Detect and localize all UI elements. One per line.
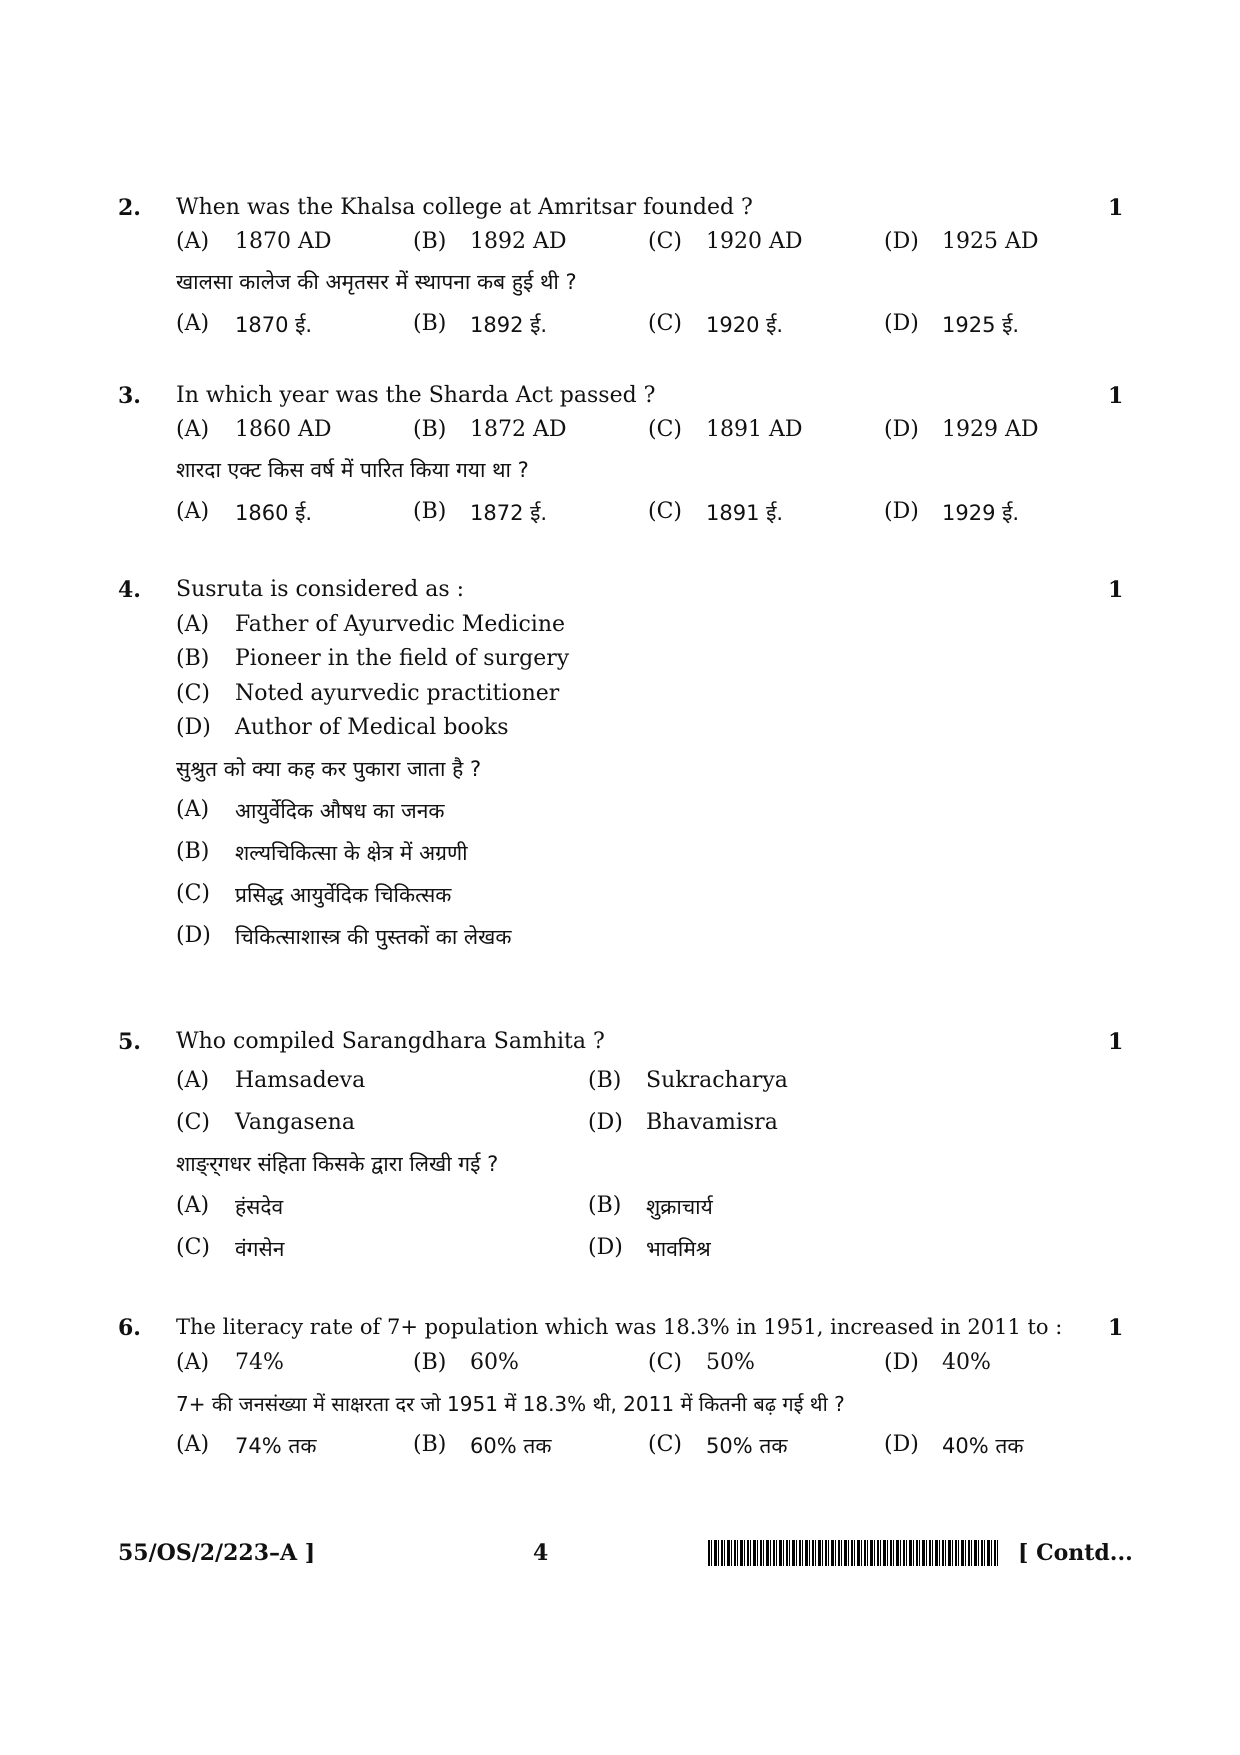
option-text: 1920 ई. <box>706 313 784 337</box>
option-text: Bhavamisra <box>646 1110 778 1135</box>
continued-label: [ Contd... <box>1018 1540 1133 1566</box>
question-marks: 1 <box>1108 383 1124 409</box>
option-text: 50% तक <box>706 1434 788 1458</box>
option-label: (C) <box>648 417 682 442</box>
option-label: (B) <box>588 1193 622 1218</box>
option-text: Father of Ayurvedic Medicine <box>235 612 566 637</box>
option-text: आयुर्वेदिक औषध का जनक <box>235 799 445 823</box>
option-label: (C) <box>648 1350 682 1375</box>
option-text: 1892 ई. <box>470 313 548 337</box>
question-text-hi: खालसा कालेज की अमृतसर में स्थापना कब हुई थी ? <box>176 270 577 294</box>
option-label: (C) <box>176 1235 210 1260</box>
option-text: चिकित्साशास्त्र की पुस्तकों का लेखक <box>235 925 512 949</box>
option-text: Author of Medical books <box>235 715 509 740</box>
option-text: Noted ayurvedic practitioner <box>235 681 560 706</box>
option-label: (D) <box>588 1110 623 1135</box>
question-text-en: Who compiled Sarangdhara Samhita ? <box>176 1029 605 1054</box>
option-label: (A) <box>176 229 210 254</box>
question-text-en: Susruta is considered as : <box>176 577 465 602</box>
option-text: 1870 AD <box>235 229 332 254</box>
option-text: 1860 ई. <box>235 501 313 525</box>
option-text: 1860 AD <box>235 417 332 442</box>
option-label: (A) <box>176 417 210 442</box>
option-text: 40% <box>942 1350 991 1375</box>
option-label: (C) <box>648 229 682 254</box>
option-label: (C) <box>176 881 210 906</box>
option-label: (C) <box>176 1110 210 1135</box>
option-label: (D) <box>884 311 919 336</box>
option-label: (D) <box>176 923 211 948</box>
question-text-hi: शारदा एक्ट किस वर्ष में पारित किया गया था ? <box>176 458 529 482</box>
option-text: Hamsadeva <box>235 1068 366 1093</box>
option-text: 1872 AD <box>470 417 567 442</box>
question-text-en: In which year was the Sharda Act passed ? <box>176 383 656 408</box>
option-label: (B) <box>413 1432 447 1457</box>
option-text: शुक्राचार्य <box>646 1195 713 1219</box>
option-text: शल्यचिकित्सा के क्षेत्र में अग्रणी <box>235 841 468 865</box>
option-text: भावमिश्र <box>646 1237 711 1261</box>
option-label: (A) <box>176 1193 210 1218</box>
option-label: (D) <box>176 715 211 740</box>
question-marks: 1 <box>1108 1315 1124 1341</box>
option-label: (A) <box>176 612 210 637</box>
question-marks: 1 <box>1108 195 1124 221</box>
option-label: (A) <box>176 499 210 524</box>
option-label: (D) <box>884 499 919 524</box>
option-label: (B) <box>413 311 447 336</box>
option-label: (B) <box>413 1350 447 1375</box>
option-label: (B) <box>176 646 210 671</box>
option-label: (A) <box>176 797 210 822</box>
option-label: (B) <box>413 499 447 524</box>
option-label: (B) <box>413 417 447 442</box>
option-text: 74% तक <box>235 1434 317 1458</box>
question-text-hi: सुश्रुत को क्या कह कर पुकारा जाता है ? <box>176 757 482 781</box>
option-text: Pioneer in the field of surgery <box>235 646 570 671</box>
option-label: (A) <box>176 1350 210 1375</box>
option-text: वंगसेन <box>235 1237 285 1261</box>
option-text: Sukracharya <box>646 1068 788 1093</box>
option-label: (A) <box>176 311 210 336</box>
option-text: 1925 ई. <box>942 313 1020 337</box>
option-text: Vangasena <box>235 1110 355 1135</box>
option-label: (B) <box>413 229 447 254</box>
option-label: (A) <box>176 1068 210 1093</box>
option-text: 1892 AD <box>470 229 567 254</box>
option-label: (D) <box>884 1432 919 1457</box>
option-text: 1870 ई. <box>235 313 313 337</box>
question-marks: 1 <box>1108 577 1124 603</box>
option-text: हंसदेव <box>235 1195 284 1219</box>
option-label: (B) <box>176 839 210 864</box>
question-number: 3. <box>118 383 141 409</box>
question-marks: 1 <box>1108 1029 1124 1055</box>
option-text: 1920 AD <box>706 229 803 254</box>
option-label: (D) <box>884 417 919 442</box>
option-label: (C) <box>176 681 210 706</box>
page-footer <box>0 1538 1240 1578</box>
page-number: 4 <box>533 1540 549 1566</box>
option-label: (C) <box>648 499 682 524</box>
barcode <box>708 1540 998 1566</box>
option-text: 1929 ई. <box>942 501 1020 525</box>
question-text-en: When was the Khalsa college at Amritsar founded ? <box>176 195 753 220</box>
option-text: 40% तक <box>942 1434 1024 1458</box>
option-text: 1929 AD <box>942 417 1039 442</box>
option-label: (B) <box>588 1068 622 1093</box>
question-number: 4. <box>118 577 141 603</box>
option-label: (C) <box>648 1432 682 1457</box>
option-label: (A) <box>176 1432 210 1457</box>
option-label: (D) <box>884 1350 919 1375</box>
question-number: 5. <box>118 1029 141 1055</box>
option-text: 60% <box>470 1350 519 1375</box>
question-number: 2. <box>118 195 141 221</box>
question-text-hi: 7+ की जनसंख्या में साक्षरता दर जो 1951 में 18.3% थी, 2011 में कितनी बढ़ गई थी ? <box>176 1392 845 1416</box>
option-label: (C) <box>648 311 682 336</box>
option-text: 60% तक <box>470 1434 552 1458</box>
option-text: 74% <box>235 1350 284 1375</box>
question-number: 6. <box>118 1315 141 1341</box>
option-label: (D) <box>884 229 919 254</box>
option-text: 50% <box>706 1350 755 1375</box>
paper-code: 55/OS/2/223–A ] <box>118 1540 316 1566</box>
question-text-en: The literacy rate of 7+ population which was 18.3% in 1951, increased in 2011 to : <box>176 1315 1063 1339</box>
question-text-hi: शाङ्‍र्गधर संहिता किसके द्वारा लिखी गई ? <box>176 1152 499 1176</box>
option-text: 1891 AD <box>706 417 803 442</box>
option-text: 1872 ई. <box>470 501 548 525</box>
option-text: 1891 ई. <box>706 501 784 525</box>
option-label: (D) <box>588 1235 623 1260</box>
option-text: प्रसिद्ध आयुर्वेदिक चिकित्सक <box>235 883 452 907</box>
option-text: 1925 AD <box>942 229 1039 254</box>
